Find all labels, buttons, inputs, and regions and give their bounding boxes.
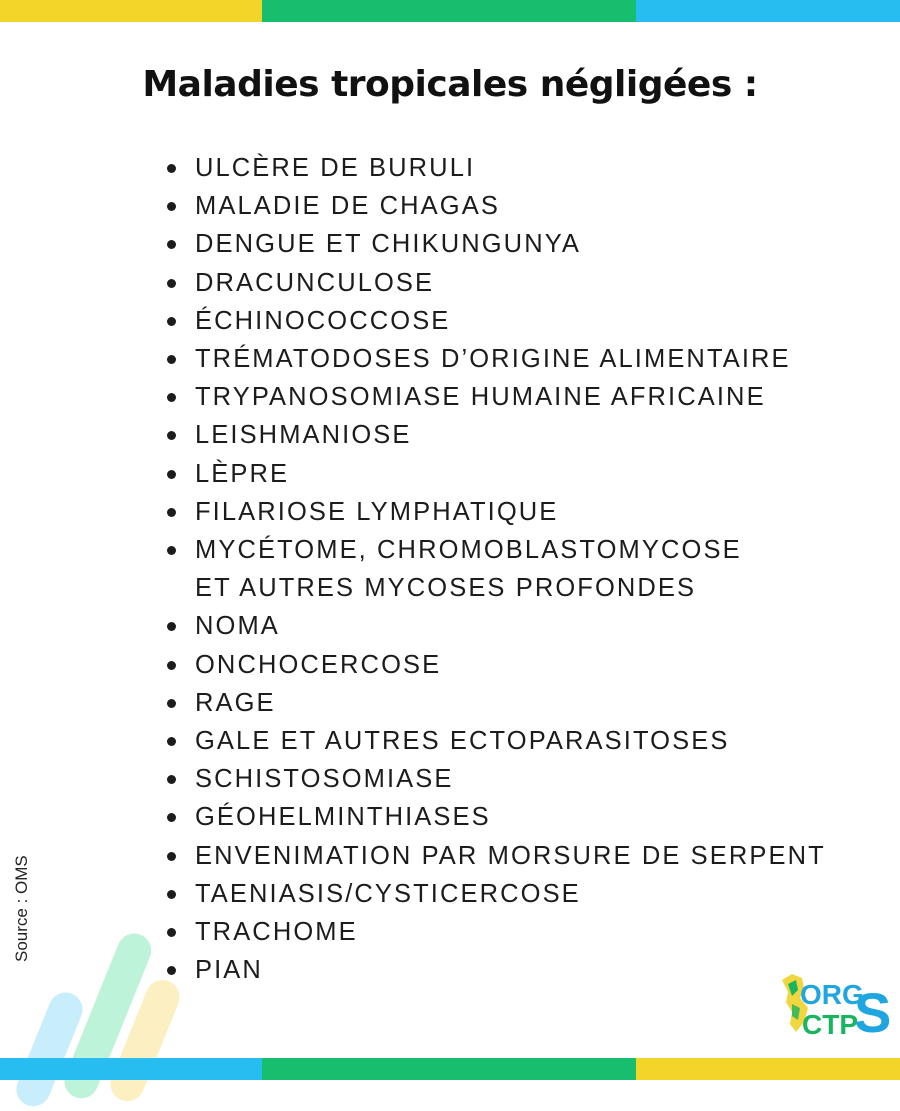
bullet-icon: [167, 699, 176, 708]
bullet-icon: [167, 393, 176, 402]
list-item: [165, 684, 826, 722]
list-item-label: RAGE: [195, 688, 276, 717]
list-item: [165, 837, 826, 875]
list-item: [165, 722, 826, 760]
logo-bottom-text: CTP: [802, 1009, 858, 1040]
list-item-label: ULCÈRE DE BURULI: [195, 154, 476, 182]
bullet-icon: [167, 279, 176, 288]
list-item-label: SCHISTOSOMIASE: [195, 765, 454, 794]
bullet-icon: [167, 431, 176, 440]
top-bar-cyan-segment: [636, 0, 900, 22]
top-color-bar: [0, 0, 900, 22]
list-item: [165, 607, 826, 645]
list-item-label: PIAN: [195, 956, 263, 985]
bullet-icon: [167, 813, 176, 822]
list-item-label-continued: ET AUTRES MYCOSES PROFONDES: [195, 574, 697, 603]
top-bar-yellow-segment: [0, 0, 262, 22]
list-item-label: GÉOHELMINTHIASES: [195, 803, 491, 832]
list-item-label: NOMA: [195, 612, 280, 641]
bullet-icon: [167, 966, 176, 975]
logo-side-letter: S: [854, 981, 892, 1044]
orgctps-logo: [778, 970, 892, 1044]
list-item: [165, 187, 826, 225]
list-item: [165, 416, 826, 454]
list-item: [165, 225, 826, 263]
logo-graphic: [778, 970, 892, 1044]
bullet-icon: [167, 775, 176, 784]
list-item-label: TAENIASIS/CYSTICERCOSE: [195, 879, 581, 908]
list-item: [165, 875, 826, 913]
list-item: [165, 913, 826, 951]
list-item-label: LÈPRE: [195, 459, 290, 488]
bullet-icon: [167, 470, 176, 479]
bullet-icon: [167, 737, 176, 746]
bullet-icon: [167, 355, 176, 364]
page-title: Maladies tropicales négligées :: [142, 64, 758, 105]
list-item: [165, 493, 826, 531]
list-item-label: GALE ET AUTRES ECTOPARASITOSES: [195, 727, 730, 756]
logo-top-text: ORG: [800, 979, 864, 1010]
bullet-icon: [167, 240, 176, 249]
list-item-label: TRÉMATODOSES D’ORIGINE ALIMENTAIRE: [195, 345, 791, 374]
bullet-icon: [167, 546, 176, 555]
list-item-label: DENGUE ET CHIKUNGUNYA: [195, 230, 582, 259]
list-item-label: MALADIE DE CHAGAS: [195, 192, 500, 221]
list-item: [165, 264, 826, 302]
list-item: [165, 531, 826, 607]
list-item-label: LEISHMANIOSE: [195, 421, 412, 450]
list-item: [165, 760, 826, 798]
list-item-label: MYCÉTOME, CHROMOBLASTOMYCOSE: [195, 536, 742, 565]
bottom-bar-green-segment: [262, 1058, 636, 1080]
top-bar-green-segment: [262, 0, 636, 22]
list-item: [165, 646, 826, 684]
list-item: [165, 455, 826, 493]
bullet-icon: [167, 928, 176, 937]
list-item: [165, 340, 826, 378]
list-item: [165, 798, 826, 836]
list-item: [165, 951, 826, 989]
bullet-icon: [167, 202, 176, 211]
bottom-bar-yellow-segment: [636, 1058, 900, 1080]
source-credit: Source : OMS: [12, 855, 31, 962]
list-item: [165, 149, 826, 187]
list-item-label: TRYPANOSOMIASE HUMAINE AFRICAINE: [195, 383, 766, 412]
bullet-icon: [167, 661, 176, 670]
disease-list: [165, 149, 826, 989]
list-item: [165, 302, 826, 340]
bullet-icon: [167, 317, 176, 326]
list-item-label: DRACUNCULOSE: [195, 268, 435, 297]
bottom-color-bar: [0, 1058, 900, 1080]
bullet-icon: [167, 890, 176, 899]
bullet-icon: [167, 622, 176, 631]
list-item-label: ONCHOCERCOSE: [195, 650, 442, 679]
list-item-label: FILARIOSE LYMPHATIQUE: [195, 497, 559, 526]
bottom-bar-cyan-segment: [0, 1058, 262, 1080]
bullet-icon: [167, 164, 176, 173]
bullet-icon: [167, 852, 176, 861]
list-item-label: ENVENIMATION PAR MORSURE DE SERPENT: [195, 841, 826, 870]
list-item-label: TRACHOME: [195, 918, 358, 947]
bullet-icon: [167, 508, 176, 517]
list-item: [165, 378, 826, 416]
list-item-label: ÉCHINOCOCCOSE: [195, 306, 451, 335]
